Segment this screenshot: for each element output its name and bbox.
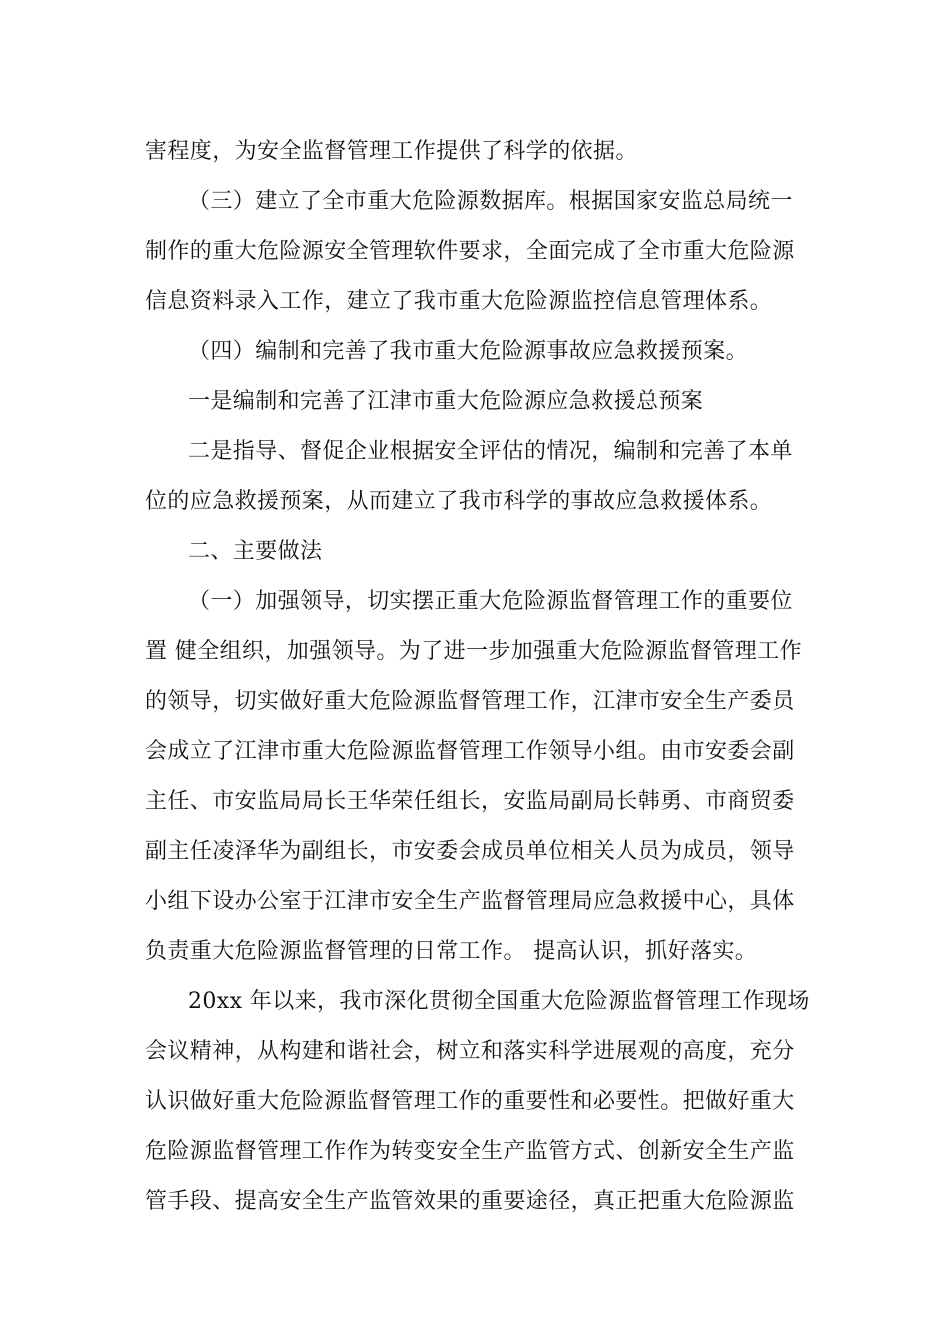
paragraph-heading: （四）编制和完善了我市重大危险源事故应急救援预案。 (188, 339, 749, 364)
text-line: 危险源监督管理工作作为转变安全生产监管方式、创新安全生产监 (145, 1139, 795, 1164)
text-line: 20xx 年以来，我市深化贯彻全国重大危险源监督管理工作现场 (188, 989, 810, 1014)
text-line: 管手段、提高安全生产监管效果的重要途径，真正把重大危险源监 (145, 1189, 795, 1214)
text-line: 置 健全组织，加强领导。为了进一步加强重大危险源监督管理工作 (145, 639, 802, 664)
text-line: 负责重大危险源监督管理的日常工作。 提高认识，抓好落实。 (145, 939, 758, 964)
text-line: 主任、市安监局局长王华荣任组长，安监局副局长韩勇、市商贸委 (145, 789, 795, 814)
text-line: 会议精神，从构建和谐社会，树立和落实科学进展观的高度，充分 (145, 1039, 795, 1064)
section-heading: 二、主要做法 (188, 539, 323, 564)
text-line: 一是编制和完善了江津市重大危险源应急救援总预案 (188, 389, 704, 414)
text-line: 害程度，为安全监督管理工作提供了科学的依据。 (145, 139, 638, 164)
text-line: 位的应急救援预案，从而建立了我市科学的事故应急救援体系。 (145, 489, 773, 514)
text-line: 小组下设办公室于江津市安全生产监督管理局应急救援中心，具体 (145, 889, 795, 914)
text-line: 的领导，切实做好重大危险源监督管理工作，江津市安全生产委员 (145, 689, 795, 714)
paragraph-heading: （三）建立了全市重大危险源数据库。根据国家安监总局统一 (188, 189, 793, 214)
paragraph-heading: （一）加强领导，切实摆正重大危险源监督管理工作的重要位 (188, 589, 793, 614)
text-line: 副主任凌泽华为副组长，市安委会成员单位相关人员为成员，领导 (145, 839, 795, 864)
text-line: 二是指导、督促企业根据安全评估的情况，编制和完善了本单 (188, 439, 793, 464)
text-line: 认识做好重大危险源监督管理工作的重要性和必要性。把做好重大 (145, 1089, 795, 1114)
text-line: 制作的重大危险源安全管理软件要求，全面完成了全市重大危险源 (145, 239, 795, 264)
text-line: 信息资料录入工作，建立了我市重大危险源监控信息管理体系。 (145, 289, 773, 314)
text-line: 会成立了江津市重大危险源监督管理工作领导小组。由市安委会副 (145, 739, 795, 764)
